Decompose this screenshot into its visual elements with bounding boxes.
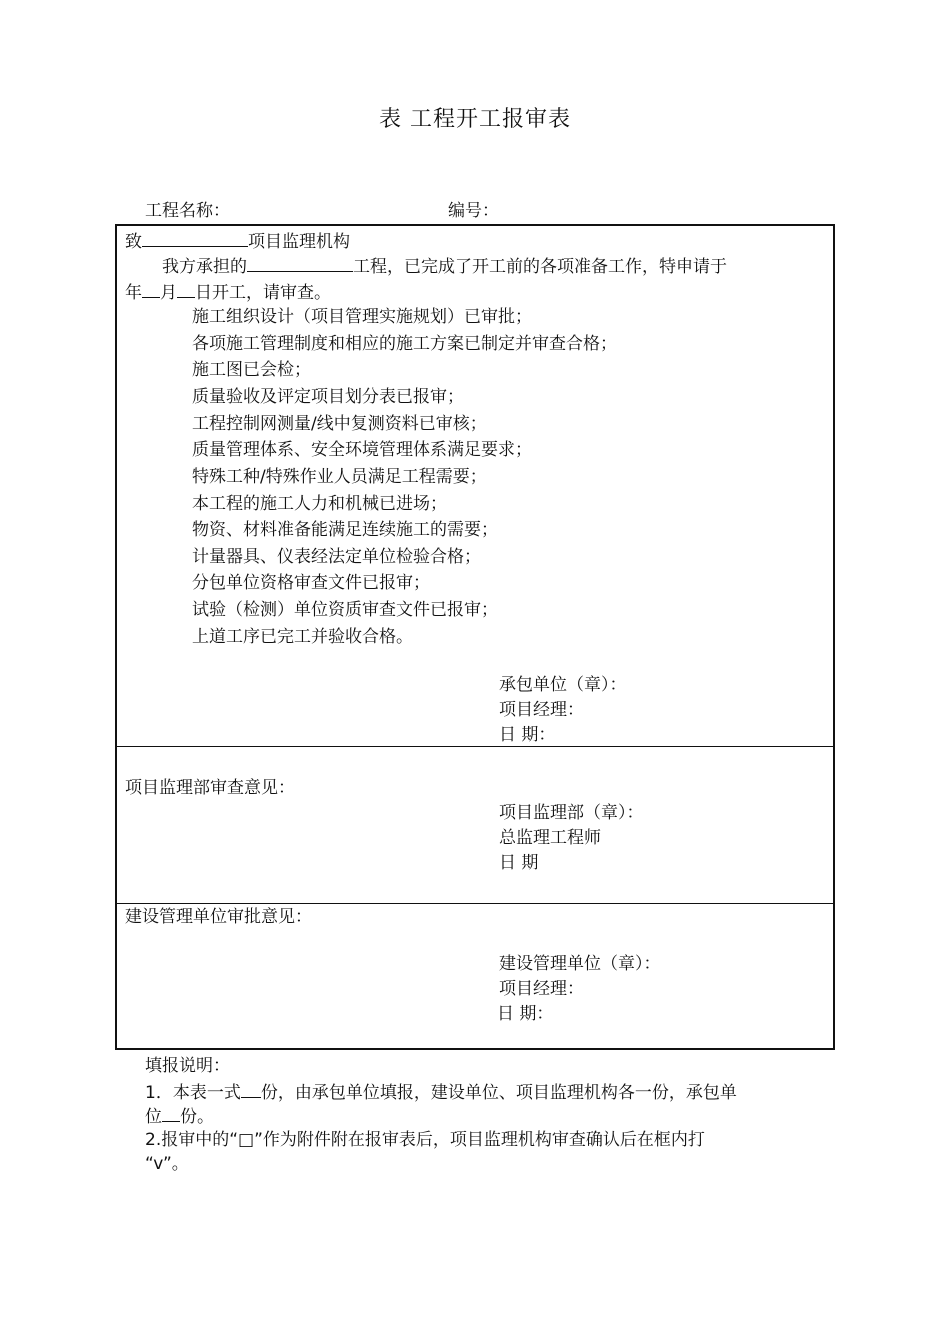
project-name-label: 工程名称： — [145, 201, 230, 221]
day-blank[interactable] — [177, 280, 195, 298]
section-divider — [115, 746, 835, 747]
checklist-item: 施工图已会检； — [192, 360, 311, 380]
contractor-copies-blank[interactable] — [162, 1104, 180, 1122]
section-divider — [115, 903, 835, 904]
page-title: 表 工程开工报审表 — [379, 107, 571, 132]
addressee-blank[interactable] — [142, 229, 248, 247]
number-label: 编号： — [448, 201, 499, 221]
supervision-opinion-heading: 项目监理部审查意见： — [125, 778, 295, 798]
addressee-prefix: 致 — [125, 232, 142, 252]
month-label: 月 — [160, 283, 177, 303]
project-blank[interactable] — [247, 254, 353, 272]
chief-engineer-label: 总监理工程师 — [499, 828, 601, 848]
note-1-line-1 — [145, 1080, 737, 1104]
supervision-seal-label: 项目监理部（章）： — [499, 803, 644, 823]
checklist-item: 计量器具、仪表经法定单位检验合格； — [192, 547, 481, 567]
day-text: 日开工，请审查。 — [195, 283, 331, 303]
checklist-item: 本工程的施工人力和机械已进场； — [192, 494, 447, 514]
checklist-item: 分包单位资格审查文件已报审； — [192, 573, 430, 593]
checklist-item: 质量验收及评定项目划分表已报审； — [192, 387, 464, 407]
note-1-text-b: 份，由承包单位填报，建设单位、项目监理机构各一份，承包单 — [260, 1083, 737, 1103]
date-request-line — [125, 280, 331, 304]
note-2-line-1: 2.报审中的“□”作为附件附在报审表后，项目监理机构审查确认后在框内打 — [145, 1130, 705, 1150]
request-line — [162, 254, 727, 278]
contractor-seal-label: 承包单位（章）： — [499, 675, 627, 695]
checklist-item: 上道工序已完工并验收合格。 — [192, 627, 413, 647]
checklist-item: 试验（检测）单位资质审查文件已报审； — [192, 600, 498, 620]
notes-heading: 填报说明： — [145, 1056, 230, 1076]
addressee-line — [125, 229, 350, 253]
owner-seal-label: 建设管理单位（章）： — [499, 954, 661, 974]
request-text-b: 工程，已完成了开工前的各项准备工作，特申请于 — [353, 257, 727, 277]
note-1-text-d: 份。 — [180, 1107, 214, 1127]
owner-manager-label: 项目经理： — [499, 979, 584, 999]
note-1-text-c: 位 — [145, 1107, 162, 1127]
checklist-item: 特殊工种/特殊作业人员满足工程需要； — [192, 467, 487, 487]
month-blank[interactable] — [142, 280, 160, 298]
contractor-date-label: 日 期： — [499, 725, 556, 745]
owner-opinion-heading: 建设管理单位审批意见： — [125, 907, 312, 927]
checklist-item: 施工组织设计（项目管理实施规划）已审批； — [192, 307, 532, 327]
year-label: 年 — [125, 283, 142, 303]
contractor-manager-label: 项目经理： — [499, 700, 584, 720]
checklist-item: 各项施工管理制度和相应的施工方案已制定并审查合格； — [192, 334, 617, 354]
supervision-date-label: 日 期 — [499, 853, 539, 873]
note-1-text-a: 1．本表一式 — [145, 1083, 241, 1103]
copies-blank[interactable] — [241, 1080, 261, 1098]
owner-date-label: 日 期： — [497, 1004, 554, 1024]
note-1-line-2 — [145, 1104, 214, 1128]
checklist-item: 物资、材料准备能满足连续施工的需要； — [192, 520, 498, 540]
addressee-suffix: 项目监理机构 — [248, 232, 350, 252]
checklist-item: 质量管理体系、安全环境管理体系满足要求； — [192, 440, 532, 460]
checklist-item: 工程控制网测量/线中复测资料已审核； — [192, 414, 487, 434]
note-2-line-2: “v”。 — [145, 1154, 189, 1174]
request-text-a: 我方承担的 — [162, 257, 247, 277]
